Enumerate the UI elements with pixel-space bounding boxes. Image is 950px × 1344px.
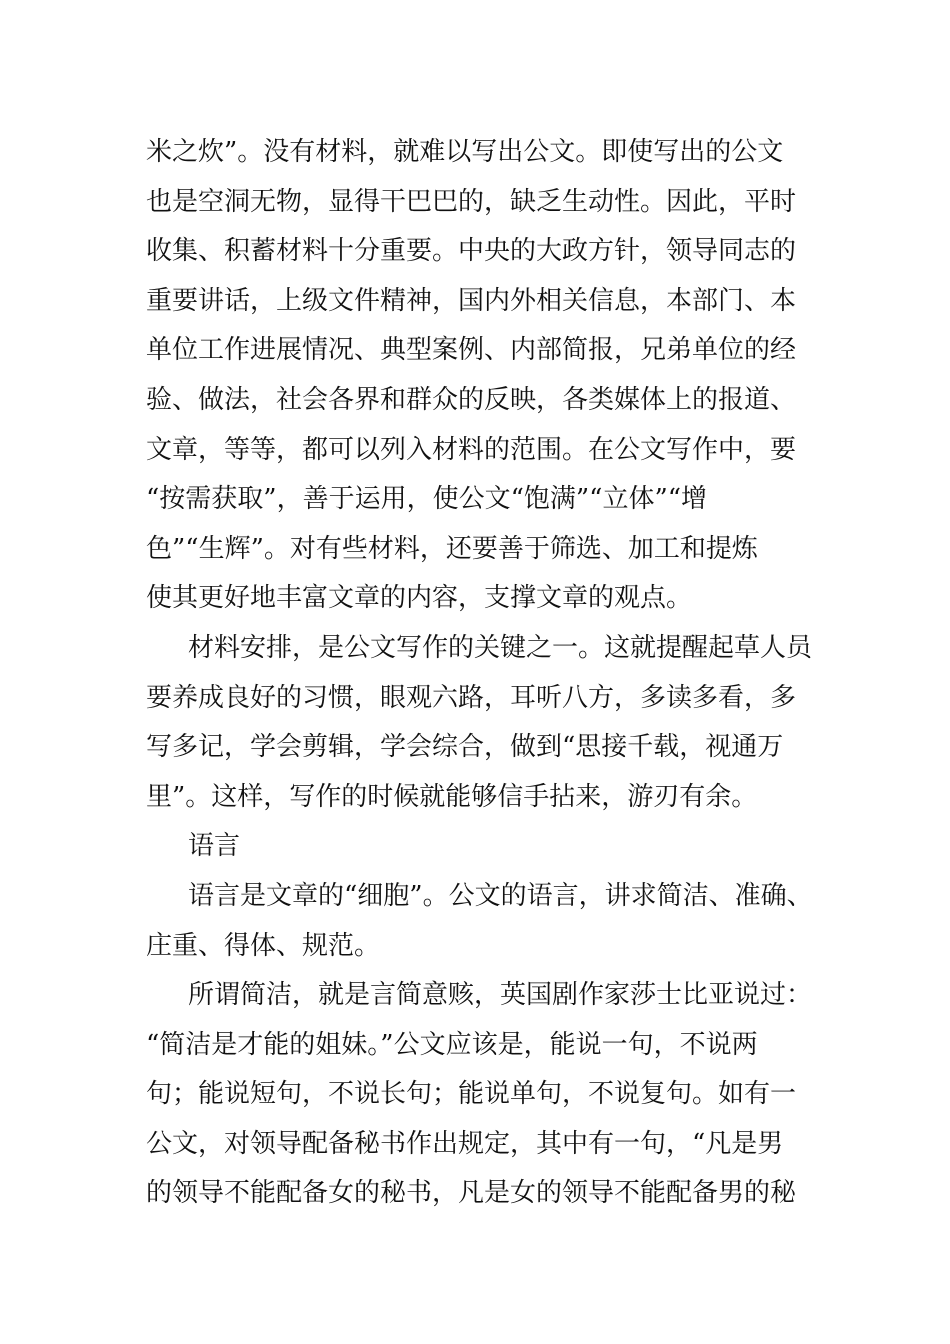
text-line: 单位工作进展情况、典型案例、内部简报，兄弟单位的经 <box>146 335 797 366</box>
text-line: 也是空洞无物，显得干巴巴的，缺乏生动性。因此，平时 <box>146 186 797 217</box>
paragraph-first-line: 语言是文章的“细胞”。公文的语言，讲求简洁、准确、 <box>188 880 813 911</box>
text-line: 收集、积蓄材料十分重要。中央的大政方针，领导同志的 <box>146 236 797 267</box>
text-line: 的领导不能配备女的秘书，凡是女的领导不能配备男的秘 <box>146 1178 797 1209</box>
document-body <box>146 128 846 1219</box>
text-line: 重要讲话，上级文件精神，国内外相关信息，本部门、本 <box>146 285 797 316</box>
text-line: 使其更好地丰富文章的内容，支撑文章的观点。 <box>146 583 693 614</box>
paragraph-first-line: 材料安排，是公文写作的关键之一。这就提醒起草人员 <box>188 632 813 663</box>
text-line: 色”“生辉”。对有些材料，还要善于筛选、加工和提炼 <box>146 533 758 564</box>
text-line: 验、做法，社会各界和群众的反映，各类媒体上的报道、 <box>146 384 797 415</box>
section-heading: 语言 <box>188 831 241 862</box>
text-line: 庄重、得体、规范。 <box>146 930 381 961</box>
text-line: 写多记，学会剪辑，学会综合，做到“思接千载，视通万 <box>146 732 784 763</box>
text-line: 文章，等等，都可以列入材料的范围。在公文写作中，要 <box>146 434 797 465</box>
text-line: 要养成良好的习惯，眼观六路，耳听八方，多读多看，多 <box>146 682 797 713</box>
text-line: “按需获取”，善于运用，使公文“饱满”“立体”“增 <box>146 484 708 515</box>
text-line: 米之炊”。没有材料，就难以写出公文。即使写出的公文 <box>146 137 784 167</box>
text-line: 句；能说短句，不说长句；能说单句，不说复句。如有一 <box>146 1079 797 1110</box>
text-line: 里”。这样，写作的时候就能够信手拈来，游刃有余。 <box>146 781 758 812</box>
paragraph-first-line: 所谓简洁，就是言简意赅，英国剧作家莎士比亚说过： <box>188 980 813 1011</box>
text-line: “简洁是才能的姐妹。”公文应该是，能说一句，不说两 <box>146 1029 758 1060</box>
text-line: 公文，对领导配备秘书作出规定，其中有一句，“凡是男 <box>146 1128 784 1159</box>
